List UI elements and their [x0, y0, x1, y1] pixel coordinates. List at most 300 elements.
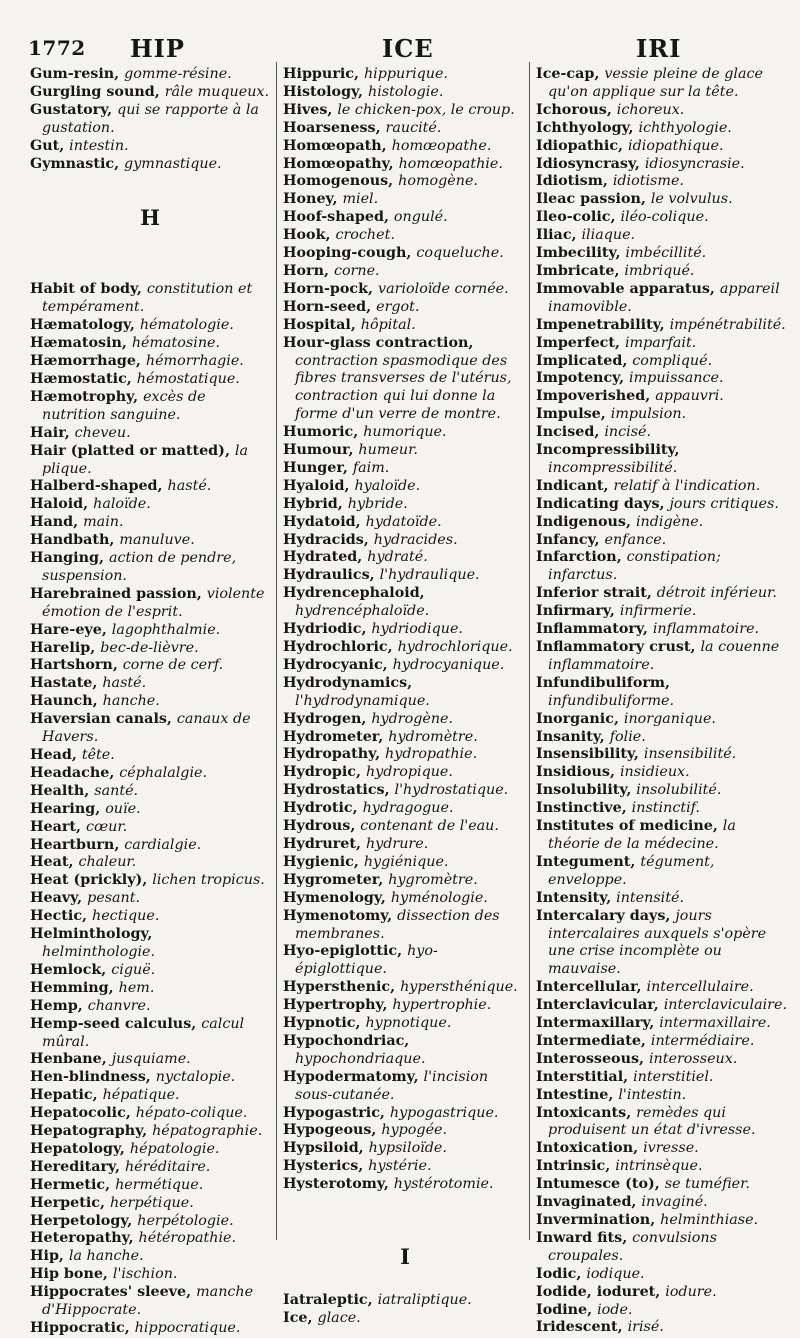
entry-translation: iatraliptique. — [377, 1292, 472, 1309]
entry-translation: ichoreux. — [616, 101, 685, 118]
dictionary-entry — [30, 371, 270, 389]
dictionary-entry — [283, 514, 527, 532]
entry-translation: iode. — [597, 1301, 633, 1318]
entry-translation: impénétrabilité. — [669, 316, 786, 333]
entry-translation: hydromètre. — [388, 728, 478, 745]
entry-translation: corne de cerf. — [122, 657, 224, 674]
entry-translation: tégument, enveloppe. — [548, 853, 715, 888]
dictionary-entry — [536, 173, 790, 191]
dictionary-entry — [30, 675, 270, 693]
dictionary-entry — [536, 549, 790, 585]
entry-translation: helminthiase. — [660, 1212, 759, 1228]
entry-term: Intensity, — [536, 889, 617, 906]
entry-term: Inorganic, — [536, 710, 624, 727]
dictionary-entry — [536, 639, 790, 675]
entry-term: Iridescent, — [536, 1319, 628, 1336]
entry-term: Indicating days, — [536, 495, 670, 512]
dictionary-entry — [30, 1069, 270, 1087]
dictionary-entry — [283, 639, 527, 657]
entry-translation: humeur. — [358, 442, 418, 459]
entry-term: Hippocrates' sleeve, — [30, 1284, 197, 1301]
entry-translation: manche d'Hippocrate. — [42, 1284, 254, 1319]
entry-translation: histologie. — [368, 83, 444, 100]
dictionary-entry — [283, 675, 527, 711]
entry-translation: l'incision sous-cutanée. — [295, 1068, 489, 1103]
entry-translation: hystérotomie. — [393, 1176, 494, 1193]
entry-translation: impuissance. — [629, 370, 724, 387]
dictionary-entry — [30, 998, 270, 1016]
entry-translation: homogène. — [398, 173, 478, 190]
entry-translation: faim. — [352, 459, 390, 476]
entry-term: Hydrencephaloid, — [283, 585, 425, 602]
dictionary-entry — [283, 836, 527, 854]
dictionary-entry — [283, 818, 527, 836]
entry-translation: idiopathique. — [628, 137, 724, 154]
dictionary-entry — [536, 997, 790, 1015]
entry-translation: le chicken-pox, le croup. — [337, 101, 515, 118]
entry-term: Hepatic, — [30, 1087, 103, 1104]
entry-term: Inflammatory, — [536, 621, 653, 638]
dictionary-entry — [283, 442, 527, 460]
dictionary-entry — [536, 746, 790, 764]
entry-term: Imbecility, — [536, 245, 626, 262]
dictionary-entry — [536, 1158, 790, 1176]
dictionary-entry — [283, 424, 527, 442]
entry-term: Heavy, — [30, 890, 88, 907]
entry-translation: constitution et tempérament. — [42, 281, 253, 316]
entry-term: Hæmotrophy, — [30, 388, 144, 405]
page-number: 1772 — [28, 36, 86, 60]
entry-translation: incompressibilité. — [548, 459, 678, 476]
entry-translation: tête. — [81, 747, 115, 763]
dictionary-entry — [536, 729, 790, 747]
entry-translation: hétéropathie. — [138, 1230, 237, 1247]
dictionary-entry — [30, 837, 270, 855]
dictionary-entry — [283, 1176, 527, 1194]
dictionary-entry — [536, 1069, 790, 1087]
entry-term: Interosseous, — [536, 1050, 649, 1067]
entry-translation: hématosine. — [131, 335, 221, 352]
dictionary-entry — [30, 657, 270, 675]
entry-translation: hystérie. — [368, 1158, 432, 1175]
entry-translation: inflammatoire. — [652, 621, 760, 638]
dictionary-entry — [30, 425, 270, 443]
entry-translation: ivresse. — [643, 1140, 699, 1157]
entry-translation: hypogastrique. — [389, 1104, 499, 1121]
entry-translation: intermaxillaire. — [659, 1015, 771, 1032]
dictionary-entry — [536, 711, 790, 729]
entry-term: Infancy, — [536, 531, 605, 548]
dictionary-entry — [536, 191, 790, 209]
entry-term: Hemlock, — [30, 961, 112, 978]
entry-translation: interosseux. — [648, 1050, 738, 1067]
entry-term: Hydraulics, — [283, 567, 380, 584]
dictionary-entry — [536, 281, 790, 317]
entry-term: Hoof-shaped, — [283, 209, 394, 226]
entry-translation: hypogée. — [381, 1122, 448, 1139]
entry-term: Idiosyncrasy, — [536, 155, 645, 172]
entry-translation: hyménologie. — [390, 889, 488, 906]
entry-translation: hépatique. — [102, 1087, 180, 1104]
entry-translation: l'hydrostatique. — [394, 782, 509, 799]
dictionary-entry — [536, 1212, 790, 1230]
entry-term: Hermetic, — [30, 1176, 116, 1193]
entry-term: Impenetrability, — [536, 316, 670, 333]
entry-term: Horn, — [283, 262, 334, 279]
entry-translation: hybride. — [347, 495, 408, 512]
dictionary-entry — [283, 1292, 527, 1310]
running-head-center: ICE — [382, 34, 434, 63]
entry-translation: cheveu. — [74, 424, 131, 441]
entry-term: Intermaxillary, — [536, 1015, 660, 1032]
dictionary-entry — [283, 549, 527, 567]
entry-translation: action de pendre, suspension. — [42, 550, 237, 584]
dictionary-column-1 — [30, 66, 270, 1338]
entry-term: Hypodermatomy, — [283, 1068, 424, 1085]
entry-translation: hydrure. — [365, 835, 429, 852]
entry-term: Henbane, — [30, 1051, 112, 1068]
entry-translation: idiotisme. — [612, 173, 684, 190]
dictionary-entry — [30, 1105, 270, 1123]
dictionary-entry — [283, 764, 527, 782]
dictionary-entry — [536, 1319, 790, 1337]
entry-translation: la théorie de la médecine. — [548, 818, 736, 852]
entry-term: Hæmatosin, — [30, 335, 132, 352]
entry-translation: helminthologie. — [42, 943, 156, 960]
entry-term: Iodic, — [536, 1265, 587, 1282]
dictionary-entry — [283, 621, 527, 639]
entry-term: Honey, — [283, 191, 343, 208]
dictionary-entry — [536, 1105, 790, 1141]
dictionary-entry — [536, 102, 790, 120]
entry-term: Impotency, — [536, 370, 630, 387]
dictionary-entry — [536, 406, 790, 424]
entry-term: Hydrogen, — [283, 710, 372, 727]
entry-term: Hydrometer, — [283, 728, 389, 745]
entry-translation: gymnastique. — [124, 155, 222, 172]
entry-translation: constipation; infarctus. — [548, 549, 721, 584]
dictionary-entry — [30, 1230, 270, 1248]
entry-translation: nyctalopie. — [155, 1069, 236, 1086]
entry-translation: manuluve. — [119, 532, 195, 549]
entry-term: Institutes of medicine, — [536, 818, 723, 835]
dictionary-entry — [30, 640, 270, 658]
section-letter-h: H — [140, 205, 160, 231]
entry-translation: hectique. — [92, 908, 160, 925]
dictionary-entry — [536, 1140, 790, 1158]
entry-translation: dissection des membranes. — [295, 907, 500, 942]
dictionary-entry — [30, 854, 270, 872]
entry-translation: la couenne inflammatoire. — [548, 639, 780, 673]
entry-translation: hémostatique. — [136, 370, 240, 387]
entry-term: Hypogastric, — [283, 1104, 390, 1121]
entry-translation: intestin. — [69, 137, 129, 154]
entry-term: Hæmorrhage, — [30, 353, 146, 370]
entry-term: Hypertrophy, — [283, 997, 393, 1014]
dictionary-entry — [30, 1213, 270, 1231]
entry-term: Inferior strait, — [536, 585, 657, 602]
entry-term: Imbricate, — [536, 262, 625, 279]
entry-term: Hydriodic, — [283, 621, 372, 638]
dictionary-entry — [30, 1177, 270, 1195]
dictionary-entry — [30, 443, 270, 479]
dictionary-entry — [30, 747, 270, 765]
entry-translation: raucité. — [385, 119, 442, 136]
entry-term: Hair (platted or matted), — [30, 442, 235, 459]
entry-term: Hives, — [283, 101, 338, 118]
entry-translation: insensibilité. — [643, 746, 737, 763]
entry-translation: le volvulus. — [650, 191, 733, 208]
entry-term: Hydrochloric, — [283, 639, 398, 655]
dictionary-entry — [30, 317, 270, 335]
dictionary-entry — [30, 622, 270, 640]
dictionary-entry — [536, 1033, 790, 1051]
entry-translation: imbriqué. — [624, 262, 695, 279]
running-head-right: IRI — [636, 34, 682, 63]
dictionary-entry — [536, 370, 790, 388]
entry-translation: jusquiame. — [111, 1051, 191, 1068]
entry-term: Hydrous, — [283, 818, 361, 835]
entry-translation: glace. — [317, 1310, 361, 1326]
entry-translation: lagophthalmie. — [111, 621, 221, 638]
entry-translation: hippocratique. — [134, 1320, 241, 1336]
entry-term: Hemp-seed calculus, — [30, 1015, 202, 1032]
entry-translation: hépatologie. — [129, 1140, 220, 1157]
entry-term: Heat (prickly), — [30, 872, 153, 889]
entry-term: Infirmary, — [536, 603, 620, 620]
entry-term: Hydracids, — [283, 531, 374, 548]
entry-translation: violente émotion de l'esprit. — [42, 585, 265, 620]
dictionary-entry — [536, 621, 790, 639]
entry-translation: corne. — [333, 262, 380, 279]
entry-translation: miel. — [342, 191, 379, 208]
entry-translation: chanvre. — [87, 997, 151, 1014]
entry-term: Harebrained passion, — [30, 585, 207, 602]
dictionary-entry — [283, 191, 527, 209]
entry-term: Integument, — [536, 853, 641, 870]
dictionary-entry — [283, 1033, 527, 1069]
entry-term: Horn-pock, — [283, 280, 379, 297]
dictionary-entry — [283, 478, 527, 496]
dictionary-entry — [283, 567, 527, 585]
dictionary-entry — [536, 1194, 790, 1212]
entry-translation: excès de nutrition sanguine. — [42, 388, 206, 423]
entry-term: Hydrated, — [283, 549, 368, 566]
entry-translation: relatif à l'indication. — [613, 477, 761, 494]
entry-term: Hemming, — [30, 979, 119, 996]
entry-term: Haversian canals, — [30, 711, 177, 728]
dictionary-entry — [536, 1284, 790, 1302]
entry-translation: remèdes qui produisent un état d'ivresse. — [548, 1104, 756, 1139]
dictionary-entry — [30, 532, 270, 550]
entry-term: Hydropathy, — [283, 746, 386, 763]
dictionary-entry — [283, 1015, 527, 1033]
dictionary-entry — [283, 800, 527, 818]
entry-term: Hybrid, — [283, 495, 348, 512]
entry-term: Hartshorn, — [30, 657, 123, 674]
dictionary-entry — [536, 585, 790, 603]
entry-translation: infirmerie. — [619, 603, 697, 620]
dictionary-entry — [536, 1266, 790, 1284]
entry-translation: ouïe. — [105, 800, 141, 817]
entry-term: Hydrotic, — [283, 800, 363, 817]
dictionary-entry — [283, 1105, 527, 1123]
entry-translation: idiosyncrasie. — [644, 155, 745, 172]
entry-translation: interstitiel. — [633, 1068, 714, 1085]
entry-term: Iodine, — [536, 1301, 598, 1318]
dictionary-entry — [536, 1176, 790, 1194]
entry-term: Hospital, — [283, 316, 361, 333]
entry-term: Hyo-epiglottic, — [283, 943, 408, 960]
dictionary-entry — [30, 1016, 270, 1052]
dictionary-entry — [283, 532, 527, 550]
dictionary-entry — [536, 890, 790, 908]
dictionary-entry — [30, 872, 270, 890]
dictionary-entry — [30, 1141, 270, 1159]
entry-translation: iléo-colique. — [620, 209, 709, 226]
entry-term: Ice, — [283, 1310, 318, 1326]
entry-translation: intercellulaire. — [646, 979, 754, 996]
entry-term: Haloid, — [30, 496, 94, 513]
entry-term: Ileo-colic, — [536, 209, 621, 226]
entry-translation: hydrogène. — [371, 710, 454, 727]
entry-translation: lichen tropicus. — [152, 872, 265, 889]
dictionary-entry — [30, 353, 270, 371]
entry-term: Hooping-cough, — [283, 245, 417, 262]
entry-term: Invermination, — [536, 1212, 661, 1228]
entry-term: Hypersthenic, — [283, 979, 401, 996]
entry-term: Hysterics, — [283, 1158, 369, 1175]
entry-translation: pesant. — [87, 890, 141, 907]
dictionary-column-2 — [283, 66, 527, 1328]
entry-term: Hydrocyanic, — [283, 656, 393, 673]
entry-term: Insolubility, — [536, 782, 637, 799]
dictionary-entry — [283, 209, 527, 227]
dictionary-entry — [30, 962, 270, 980]
dictionary-entry — [283, 245, 527, 263]
entry-term: Homœopathy, — [283, 155, 399, 172]
entry-term: Invaginated, — [536, 1194, 642, 1211]
entry-translation: hygiénique. — [363, 853, 449, 870]
entry-translation: appareil inamovible. — [548, 280, 780, 315]
entry-term: Inward fits, — [536, 1229, 633, 1246]
dictionary-entry — [283, 908, 527, 944]
dictionary-entry — [536, 979, 790, 997]
entry-translation: homœopathie. — [398, 155, 503, 172]
entry-translation: contenant de l'eau. — [360, 818, 499, 835]
entry-translation: ichthyologie. — [638, 119, 732, 136]
dictionary-entry — [30, 1195, 270, 1213]
dictionary-entry — [283, 1310, 527, 1328]
entry-translation: iliaque. — [581, 227, 636, 244]
entry-term: Heart, — [30, 818, 86, 835]
dictionary-entry — [283, 657, 527, 675]
entry-translation: imparfait. — [624, 334, 697, 351]
entry-translation: hanche. — [102, 693, 160, 710]
dictionary-entry — [30, 693, 270, 711]
entry-translation: hypersthénique. — [400, 979, 518, 996]
entry-translation: ergot. — [376, 298, 420, 315]
entry-term: Haunch, — [30, 693, 103, 710]
dictionary-entry — [30, 156, 270, 174]
dictionary-entry — [30, 1087, 270, 1105]
entry-term: Iodide, ioduret, — [536, 1283, 666, 1300]
dictionary-entry — [536, 514, 790, 532]
entry-term: Hydruret, — [283, 835, 366, 852]
entry-translation: cardialgie. — [124, 836, 202, 853]
dictionary-entry — [536, 120, 790, 138]
dictionary-entry — [283, 84, 527, 102]
entry-translation: hydrocyanique. — [392, 656, 505, 673]
entry-translation: incisé. — [604, 424, 652, 441]
dictionary-entry — [283, 156, 527, 174]
entry-term: Humoric, — [283, 424, 364, 441]
entry-translation: instinctif. — [631, 800, 700, 817]
dictionary-entry — [283, 997, 527, 1015]
entry-term: Gut, — [30, 137, 70, 154]
dictionary-entry — [30, 66, 270, 84]
dictionary-entry — [283, 281, 527, 299]
entry-term: Hyaloid, — [283, 477, 355, 494]
entry-term: Head, — [30, 747, 82, 763]
entry-translation: herpétique. — [109, 1194, 194, 1211]
entry-translation: hydragogue. — [362, 800, 454, 817]
entry-term: Hook, — [283, 227, 336, 244]
entry-translation: jours critiques. — [669, 495, 779, 512]
entry-translation: hypochondriaque. — [295, 1050, 426, 1067]
dictionary-entry — [536, 854, 790, 890]
entry-translation: hydropique. — [365, 764, 453, 781]
entry-translation: calcul mûral. — [42, 1015, 245, 1050]
entry-term: Hypsiloid, — [283, 1140, 369, 1157]
dictionary-entry — [283, 299, 527, 317]
entry-translation: indigène. — [635, 513, 704, 530]
dictionary-entry — [30, 389, 270, 425]
entry-translation: herpétologie. — [137, 1212, 234, 1229]
entry-term: Indicant, — [536, 477, 614, 494]
entry-term: Hippocratic, — [30, 1320, 135, 1336]
entry-translation: qui se rapporte à la gustation. — [42, 101, 259, 136]
entry-translation: cœur. — [85, 818, 128, 835]
dictionary-entry — [30, 1248, 270, 1266]
dictionary-entry — [536, 496, 790, 514]
entry-translation: râle muqueux. — [164, 83, 270, 100]
dictionary-entry — [536, 532, 790, 550]
section-letter-i: I — [400, 1244, 410, 1270]
entry-translation: ongulé. — [393, 209, 448, 226]
entry-term: Hanging, — [30, 550, 109, 567]
dictionary-entry — [536, 603, 790, 621]
dictionary-entry — [283, 263, 527, 281]
entry-translation: hydrencéphaloïde. — [295, 603, 430, 620]
entry-term: Heartburn, — [30, 836, 125, 853]
column-rule-right — [529, 62, 530, 1240]
dictionary-entry — [536, 1051, 790, 1069]
entry-term: Imperfect, — [536, 334, 625, 351]
dictionary-entry — [30, 586, 270, 622]
entry-translation: haloïde. — [93, 496, 151, 513]
entry-translation: intermédiaire. — [650, 1032, 755, 1049]
entry-translation: crochet. — [335, 227, 395, 244]
entry-translation: hyaloïde. — [354, 477, 421, 494]
dictionary-entry — [30, 102, 270, 138]
entry-term: Halberd-shaped, — [30, 478, 168, 495]
entry-translation: hermétique. — [115, 1176, 204, 1193]
entry-term: Ichthyology, — [536, 119, 639, 136]
entry-term: Hearing, — [30, 800, 106, 817]
dictionary-entry — [536, 227, 790, 245]
dictionary-entry — [283, 729, 527, 747]
